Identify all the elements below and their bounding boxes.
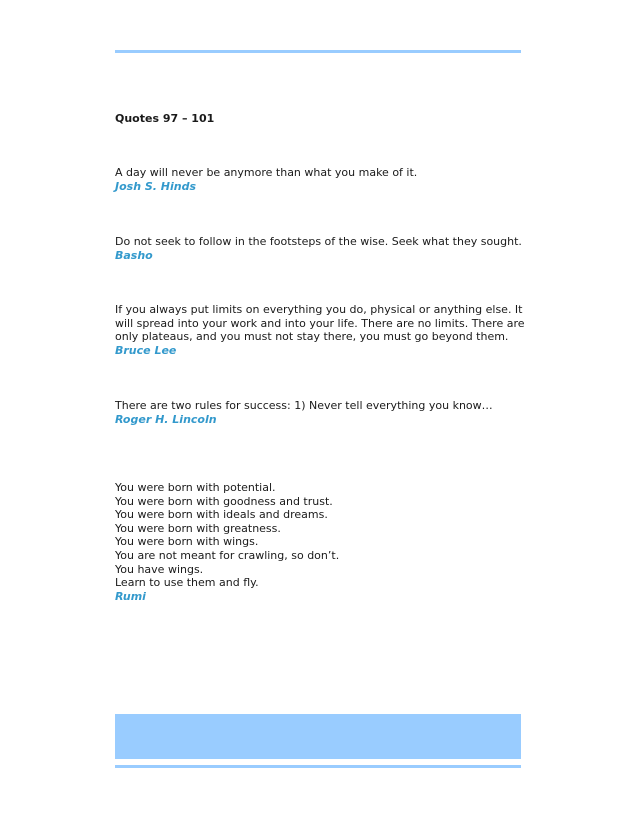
page-heading: Quotes 97 – 101 <box>115 112 215 125</box>
footer-rule <box>115 765 521 768</box>
quote-line: There are two rules for success: 1) Never tell everything you know… <box>115 399 493 412</box>
quote-block <box>115 303 535 357</box>
quote-line: You were born with ideals and dreams. <box>115 508 328 522</box>
quote-line: You were born with wings. <box>115 535 259 549</box>
header-rule <box>115 50 521 53</box>
quote-line: You have wings. <box>115 562 204 576</box>
quote-line: You were born with potential. <box>115 481 276 494</box>
quote-author: Roger H. Lincoln <box>115 412 217 426</box>
quote-author: Rumi <box>115 589 146 603</box>
quote-text <box>115 166 535 180</box>
quote-line: Do not seek to follow in the footsteps of the wise. Seek what they sought. <box>115 235 522 248</box>
footer-band <box>115 714 521 759</box>
quote-text <box>115 235 535 249</box>
quote-author: Josh S. Hinds <box>115 179 197 193</box>
quote-author: Bruce Lee <box>115 343 177 357</box>
quote-block <box>115 399 535 426</box>
quote-text <box>115 303 535 344</box>
quote-line: You were born with greatness. <box>115 521 281 535</box>
quote-line: only plateaus, and you must not stay there, you must go beyond them. <box>115 330 509 344</box>
quote-author: Basho <box>115 248 153 262</box>
quote-text <box>115 399 535 413</box>
quote-line: will spread into your work and into your life. There are no limits. There are <box>115 316 525 330</box>
quote-block <box>115 166 535 193</box>
quote-line: You are not meant for crawling, so don’t. <box>115 548 340 562</box>
quote-block <box>115 235 535 262</box>
quote-line: Learn to use them and fly. <box>115 576 259 590</box>
quote-line: You were born with goodness and trust. <box>115 494 333 508</box>
quote-line: A day will never be anymore than what you make of it. <box>115 166 418 179</box>
quote-line: If you always put limits on everything you do, physical or anything else. It <box>115 303 523 316</box>
quote-block <box>115 481 535 603</box>
quote-text <box>115 481 535 590</box>
